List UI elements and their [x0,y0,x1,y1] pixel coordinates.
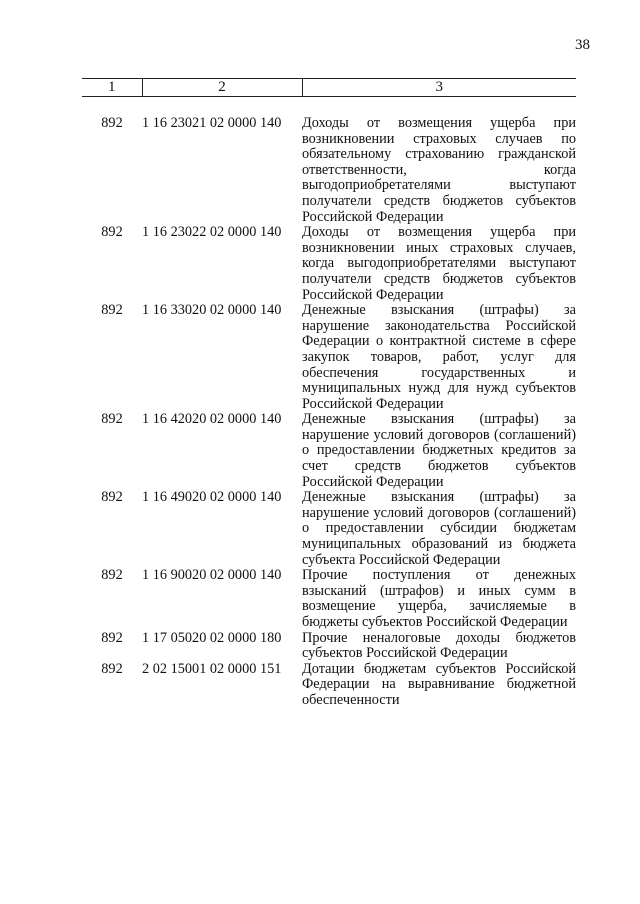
table-row [82,568,576,630]
income-name-cell: Денежные взыскания (штрафы) за нарушение законодательства Российской Федерации о контрактной системе в сфере закупок товаров, работ, услуг для обеспечения государственных и муниципальных нужд для нужд субъектов Российской Федерации [302,302,576,412]
table-row [82,116,576,225]
table-row [82,631,576,662]
header-row [82,79,576,97]
agency-code-cell: 892 [101,411,123,428]
agency-code-cell: 892 [101,567,123,584]
income-name-cell: Дотации бюджетам субъектов Российской Федерации на выравнивание бюджетной обеспеченности [302,660,576,708]
agency-code-cell: 892 [101,302,123,319]
budget-code-cell: 1 16 49020 02 0000 140 [142,489,282,506]
header-spacer [82,97,576,117]
table-body [82,97,576,709]
budget-code-table [82,78,576,709]
table-row [82,412,576,490]
agency-code-cell: 892 [101,224,123,241]
table-row [82,303,576,412]
budget-code-cell: 2 02 15001 02 0000 151 [142,660,282,677]
income-name-cell: Доходы от возмещения ущерба при возникновении иных страховых случаев, когда выгодоприобретателями выступают получатели средств бюджетов субъектов Российской Федерации [302,224,576,303]
income-name-cell: Прочие неналоговые доходы бюджетов субъектов Российской Федерации [302,629,576,662]
header-col-1: 1 [82,79,142,97]
budget-code-cell: 1 16 42020 02 0000 140 [142,411,282,428]
table-row [82,490,576,568]
income-name-cell: Прочие поступления от денежных взысканий (штрафов) и иных сумм в возмещение ущерба, зачисляемые в бюджеты субъектов Российской Федерации [302,567,576,630]
table-row [82,662,576,709]
income-name-cell: Денежные взыскания (штрафы) за нарушение условий договоров (соглашений) о предоставлении бюджетных кредитов за счет средств бюджетов субъектов Российской Федерации [302,411,576,490]
header-col-2: 2 [142,79,302,97]
income-name-cell: Доходы от возмещения ущерба при возникновении страховых случаев по обязательному страхованию гражданской ответственности, когда выгодоприобретателями выступают получатели средств бюджетов субъектов Российской Федерации [302,115,576,225]
budget-code-cell: 1 16 90020 02 0000 140 [142,567,282,584]
agency-code-cell: 892 [101,660,123,677]
agency-code-cell: 892 [101,629,123,646]
spacer-cell [82,97,576,117]
budget-code-cell: 1 16 33020 02 0000 140 [142,302,282,319]
budget-code-cell: 1 16 23022 02 0000 140 [142,224,282,241]
header-col-3: 3 [302,79,576,97]
budget-code-cell: 1 16 23021 02 0000 140 [142,115,282,131]
agency-code-cell: 892 [101,489,123,506]
table-header [82,79,576,97]
income-name-cell: Денежные взыскания (штрафы) за нарушение условий договоров (соглашений) о предоставлении субсидии бюджетам муниципальных образований из бюджета субъекта Российской Федерации [302,489,576,568]
table-row [82,225,576,303]
budget-code-cell: 1 17 05020 02 0000 180 [142,629,282,646]
page-number: 38 [575,37,590,53]
agency-code-cell: 892 [101,115,123,131]
